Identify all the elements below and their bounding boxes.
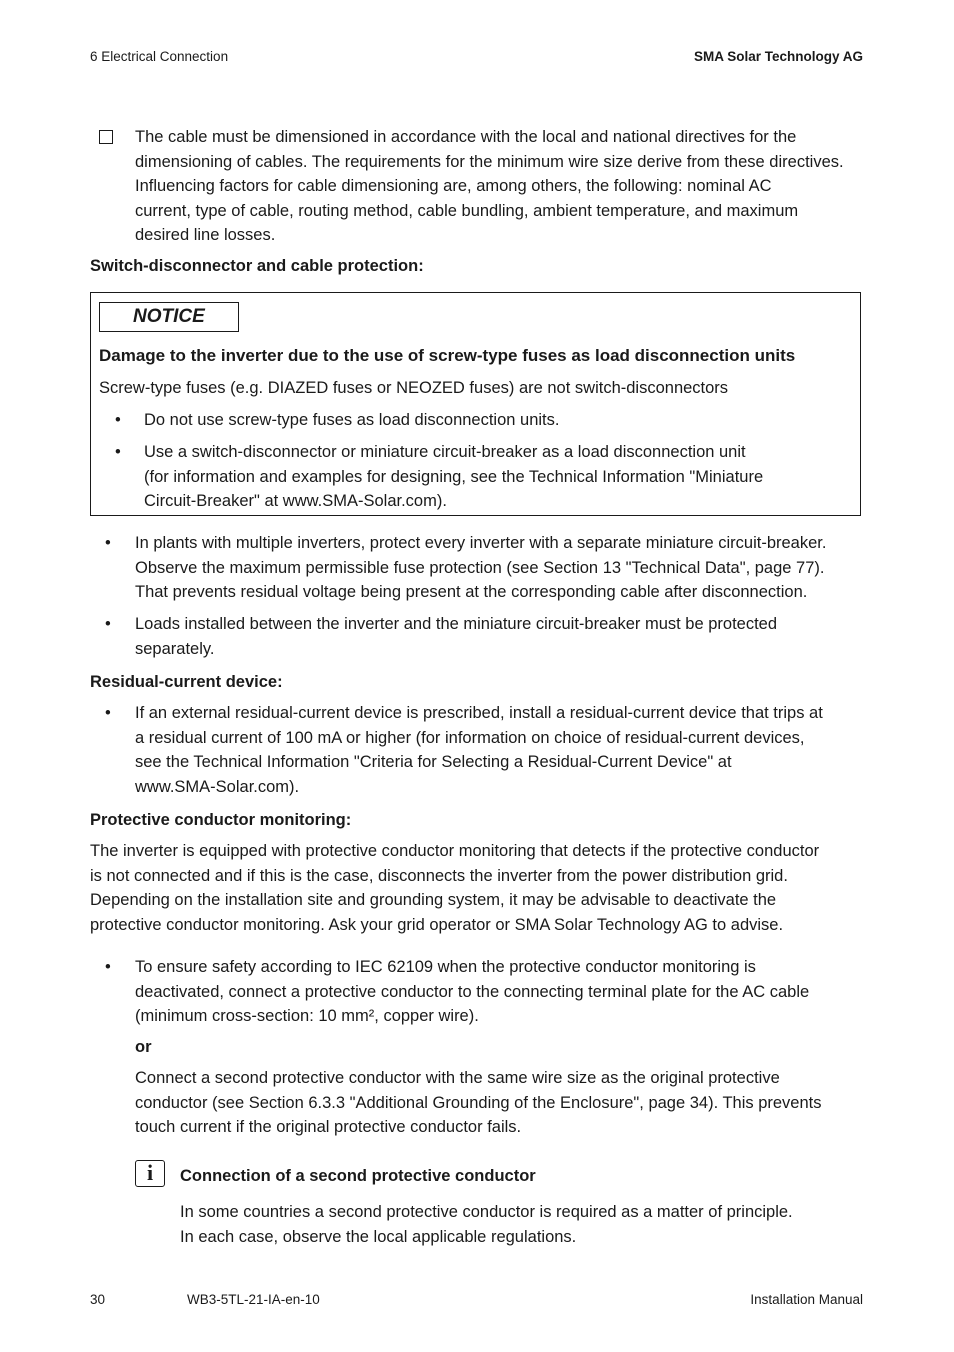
info-icon: i xyxy=(135,1160,165,1187)
text-line: see the Technical Information "Criteria for Selecting a Residual-Current Device" at xyxy=(135,753,732,771)
text-line: protective conductor monitoring. Ask your grid operator or SMA Solar Technology AG to advise. xyxy=(90,915,784,934)
switch-bullet-1 xyxy=(135,531,826,605)
text-line: Loads installed between the inverter and the miniature circuit-breaker must be protected xyxy=(135,615,778,633)
text-line: desired line losses. xyxy=(135,226,276,244)
notice-bullet-2 xyxy=(144,440,763,514)
bullet-icon: • xyxy=(105,704,111,722)
text-line: Circuit-Breaker" at www.SMA-Solar.com). xyxy=(144,492,447,510)
cable-requirement-text xyxy=(135,125,844,248)
text-line: Depending on the installation site and grounding system, it may be advisable to deactivate the xyxy=(90,891,777,909)
text-line: touch current if the original protective conductor fails. xyxy=(135,1118,522,1136)
text-line: The cable must be dimensioned in accordance with the local and national directives for the xyxy=(135,128,797,146)
pcm-bullet xyxy=(135,955,809,1029)
rcd-heading: Residual-current device: xyxy=(90,673,283,691)
bullet-icon: • xyxy=(115,443,121,461)
text-line: Use a switch-disconnector or miniature circuit-breaker as a load disconnection unit xyxy=(144,443,746,461)
text-line: Connect a second protective conductor with the same wire size as the original protective xyxy=(135,1069,780,1087)
notice-intro: Screw-type fuses (e.g. DIAZED fuses or NEOZED fuses) are not switch-disconnectors xyxy=(99,379,729,397)
page-number: 30 xyxy=(90,1292,106,1307)
text-line: www.SMA-Solar.com). xyxy=(135,777,300,796)
switch-bullet-2 xyxy=(135,612,777,661)
text-line: (minimum cross-section: 10 mm², copper wire). xyxy=(135,1007,479,1025)
text-line: conductor (see Section 6.3.3 "Additional Grounding of the Enclosure", page 34). This prevents xyxy=(135,1093,822,1112)
bullet-icon: • xyxy=(105,958,111,976)
bullet-icon: • xyxy=(115,411,121,429)
rcd-bullet xyxy=(135,701,823,799)
info-text xyxy=(180,1200,793,1249)
text-line: The inverter is equipped with protective conductor monitoring that detects if the protective conductor xyxy=(90,842,820,860)
document-type: Installation Manual xyxy=(750,1292,863,1307)
document-id: WB3-5TL-21-IA-en-10 xyxy=(187,1292,320,1307)
info-title: Connection of a second protective conductor xyxy=(180,1167,536,1185)
header-company: SMA Solar Technology AG xyxy=(693,49,863,64)
text-line: That prevents residual voltage being present at the corresponding cable after disconnection. xyxy=(135,583,808,601)
pcm-paragraph xyxy=(90,839,819,937)
text-line: To ensure safety according to IEC 62109 when the protective conductor monitoring is xyxy=(135,958,756,976)
switch-heading: Switch-disconnector and cable protection: xyxy=(90,257,424,275)
text-line: In each case, observe the local applicable regulations. xyxy=(180,1227,577,1246)
text-line: (for information and examples for designing, see the Technical Information "Miniature xyxy=(144,467,764,486)
text-line: In some countries a second protective conductor is required as a matter of principle. xyxy=(180,1203,793,1221)
notice-title: Damage to the inverter due to the use of screw-type fuses as load disconnection units xyxy=(99,346,796,365)
notice-bullet-1: Do not use screw-type fuses as load disconnection units. xyxy=(144,411,560,429)
text-line: In plants with multiple inverters, protect every inverter with a separate miniature circuit-breaker. xyxy=(135,534,827,552)
header-section: 6 Electrical Connection xyxy=(90,49,229,64)
pcm-heading: Protective conductor monitoring: xyxy=(90,811,352,829)
text-line: dimensioning of cables. The requirements for the minimum wire size derive from these directives. xyxy=(135,152,844,171)
text-line: a residual current of 100 mA or higher (for information on choice of residual-current devices, xyxy=(135,728,805,747)
text-line: Observe the maximum permissible fuse protection (see Section 13 "Technical Data", page 77). xyxy=(135,558,825,577)
notice-label: NOTICE xyxy=(99,302,239,332)
text-line: current, type of cable, routing method, cable bundling, ambient temperature, and maximum xyxy=(135,201,799,220)
pcm-alternative xyxy=(135,1066,822,1140)
bullet-icon: • xyxy=(105,534,111,552)
text-line: is not connected and if this is the case, disconnects the inverter from the power distribution grid. xyxy=(90,866,788,885)
text-line: If an external residual-current device is prescribed, install a residual-current device that trips at xyxy=(135,704,823,722)
text-line: deactivated, connect a protective conductor to the connecting terminal plate for the AC cable xyxy=(135,982,810,1001)
text-line: Influencing factors for cable dimensioning are, among others, the following: nominal AC xyxy=(135,177,772,195)
checkbox-icon xyxy=(99,130,113,144)
text-line: separately. xyxy=(135,639,215,658)
bullet-icon: • xyxy=(105,615,111,633)
or-label: or xyxy=(135,1038,152,1056)
